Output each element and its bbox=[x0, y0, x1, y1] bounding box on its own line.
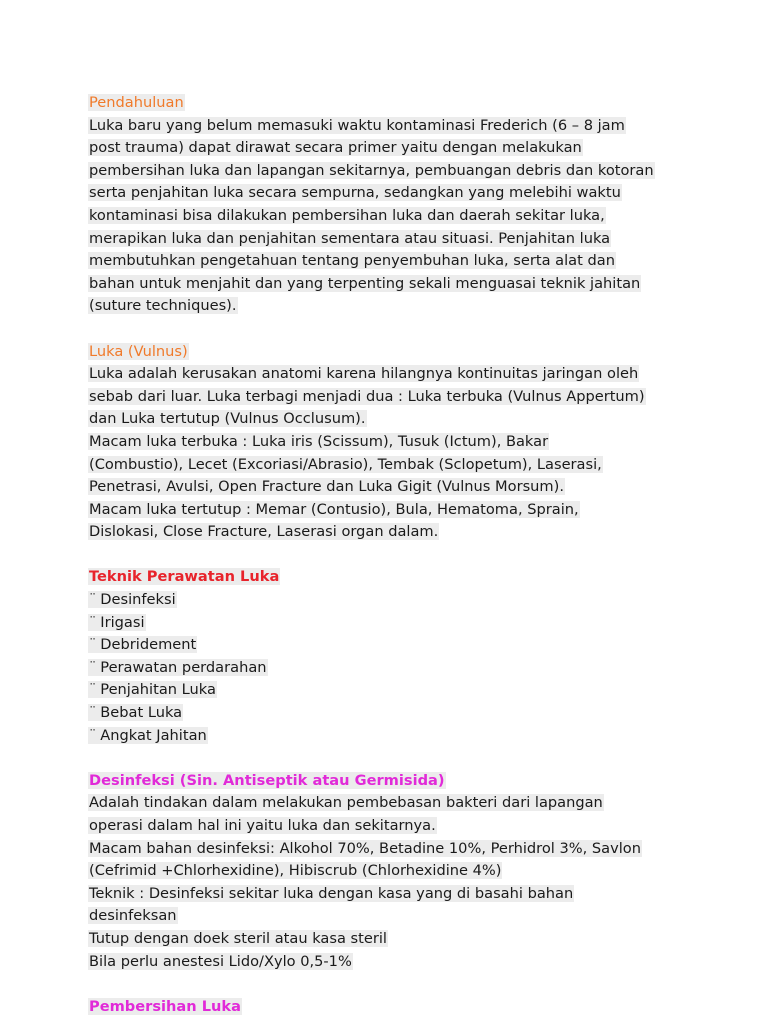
bullet-item: ¨ Angkat Jahitan bbox=[89, 726, 207, 744]
paragraph-line: (Combustio), Lecet (Excoriasi/Abrasio), Tembak (Sclopetum), Laserasi, bbox=[89, 455, 602, 473]
bullet-item: ¨ Irigasi bbox=[89, 613, 145, 631]
section-spacer bbox=[88, 973, 688, 996]
bullet-item: ¨ Desinfeksi bbox=[89, 591, 176, 609]
bullet-marker: ¨ bbox=[89, 681, 97, 699]
section-spacer bbox=[88, 318, 688, 341]
bullet-marker: ¨ bbox=[89, 726, 97, 744]
paragraph-line: Luka baru yang belum memasuki waktu kontaminasi Frederich (6 – 8 jam bbox=[89, 116, 625, 134]
paragraph-line: Penetrasi, Avulsi, Open Fracture dan Luka Gigit (Vulnus Morsum). bbox=[89, 478, 564, 496]
section-heading-luka-vulnus: Luka (Vulnus) bbox=[89, 342, 188, 360]
bullet-marker: ¨ bbox=[89, 591, 97, 609]
paragraph-line: (suture techniques). bbox=[89, 297, 237, 315]
paragraph-line: operasi dalam hal ini yaitu luka dan sekitarnya. bbox=[89, 817, 436, 834]
section-spacer bbox=[88, 544, 688, 567]
paragraph-line: (Cefrimid +Chlorhexidine), Hibiscrub (Chlorhexidine 4%) bbox=[89, 862, 502, 880]
paragraph-line: Bila perlu anestesi Lido/Xylo 0,5-1% bbox=[89, 952, 352, 970]
paragraph-line: dan Luka tertutup (Vulnus Occlusum). bbox=[89, 410, 366, 428]
paragraph-line: sebab dari luar. Luka terbagi menjadi dua : Luka terbuka (Vulnus Appertum) bbox=[89, 387, 645, 405]
bullet-marker: ¨ bbox=[89, 658, 97, 676]
bullet-item: ¨ Bebat Luka bbox=[89, 704, 183, 722]
paragraph-line: Macam luka terbuka : Luka iris (Scissum), Tusuk (Ictum), Bakar bbox=[89, 432, 549, 450]
paragraph-line: Dislokasi, Close Fracture, Laserasi organ dalam. bbox=[89, 523, 439, 541]
bullet-marker: ¨ bbox=[89, 636, 97, 654]
paragraph-line: Macam luka tertutup : Memar (Contusio), Bula, Hematoma, Sprain, bbox=[89, 500, 579, 518]
bullet-marker: ¨ bbox=[89, 704, 97, 722]
paragraph-line: membutuhkan pengetahuan tentang penyembuhan luka, serta alat dan bbox=[89, 252, 615, 270]
paragraph-line: bahan untuk menjahit dan yang terpenting sekali menguasai teknik jahitan bbox=[89, 274, 641, 292]
paragraph-line: Macam bahan desinfeksi: Alkohol 70%, Betadine 10%, Perhidrol 3%, Savlon bbox=[89, 839, 641, 857]
bullet-item: ¨ Penjahitan Luka bbox=[89, 681, 216, 699]
paragraph-line: post trauma) dapat dirawat secara primer yaitu dengan melakukan bbox=[89, 139, 582, 157]
section-heading-pendahuluan: Pendahuluan bbox=[89, 94, 184, 111]
paragraph-line: desinfeksan bbox=[89, 907, 177, 925]
paragraph-line: pembersihan luka dan lapangan sekitarnya, pembuangan debris dan kotoran bbox=[89, 161, 654, 179]
paragraph-line: Adalah tindakan dalam melakukan pembebasan bakteri dari lapangan bbox=[89, 794, 603, 812]
paragraph-line: kontaminasi bisa dilakukan pembersihan luka dan daerah sekitar luka, bbox=[89, 206, 605, 224]
paragraph-line: serta penjahitan luka secara sempurna, sedangkan yang melebihi waktu bbox=[89, 184, 621, 202]
bullet-item: ¨ Debridement bbox=[89, 636, 197, 654]
document-page bbox=[88, 92, 688, 1018]
section-spacer bbox=[88, 747, 688, 770]
paragraph-line: Luka adalah kerusakan anatomi karena hilangnya kontinuitas jaringan oleh bbox=[89, 365, 639, 383]
section-heading-pembersihan-luka: Pembersihan Luka bbox=[89, 997, 241, 1015]
paragraph-line: Tutup dengan doek steril atau kasa steril bbox=[89, 929, 387, 947]
bullet-marker: ¨ bbox=[89, 613, 97, 631]
section-heading-desinfeksi: Desinfeksi (Sin. Antiseptik atau Germisida) bbox=[89, 771, 445, 789]
bullet-item: ¨ Perawatan perdarahan bbox=[89, 658, 267, 676]
paragraph-line: merapikan luka dan penjahitan sementara atau situasi. Penjahitan luka bbox=[89, 229, 611, 247]
paragraph-line: Teknik : Desinfeksi sekitar luka dengan kasa yang di basahi bahan bbox=[89, 884, 574, 902]
section-heading-teknik-perawatan-luka: Teknik Perawatan Luka bbox=[89, 568, 280, 586]
